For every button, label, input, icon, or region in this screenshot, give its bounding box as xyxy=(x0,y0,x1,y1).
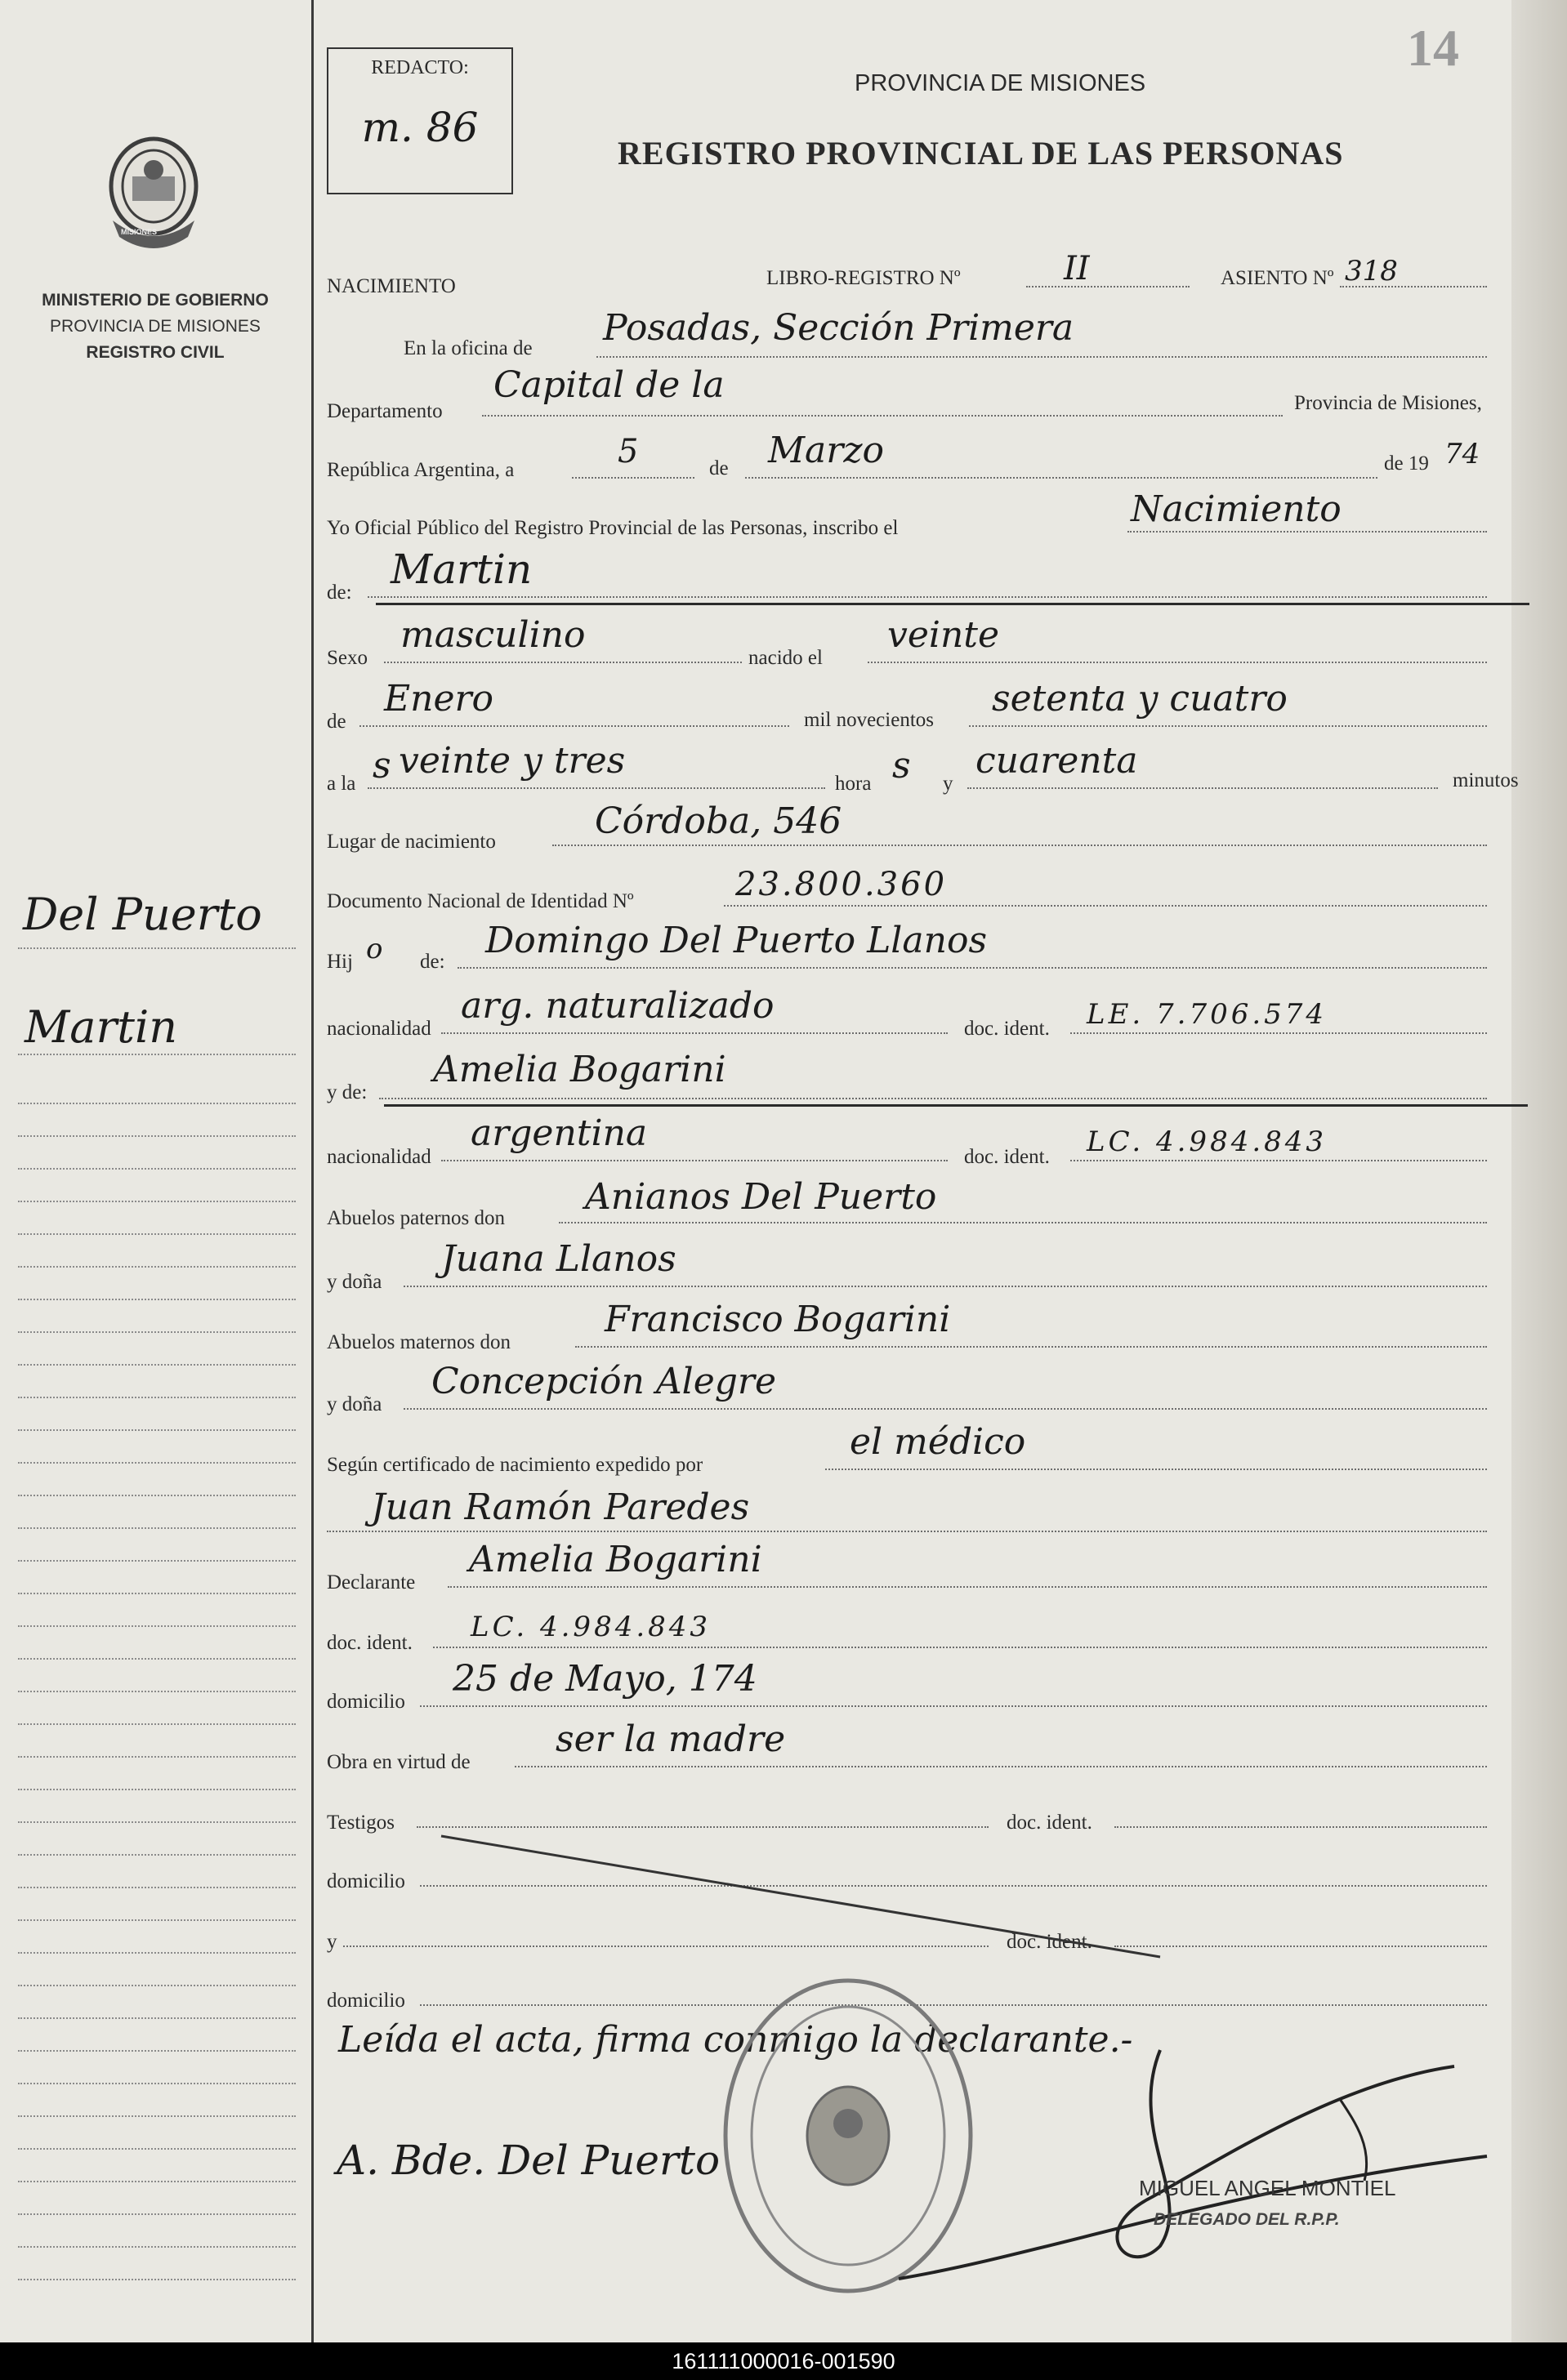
margin-line xyxy=(18,1593,296,1594)
margin-line xyxy=(18,1054,296,1055)
label-de: de xyxy=(709,457,729,479)
strike-through-line xyxy=(433,1826,1168,1965)
label-de-anio: de 19 xyxy=(1384,452,1429,475)
margin-line xyxy=(18,2246,296,2248)
label-segun: Según certificado de nacimiento expedido por xyxy=(327,1454,703,1476)
label-domicilio-testigo-2: domicilio xyxy=(327,1990,405,2012)
margin-line xyxy=(18,1919,296,1921)
declarant-signature: A. Bde. Del Puerto xyxy=(337,2137,721,2184)
redacto-box xyxy=(327,47,513,194)
margin-line xyxy=(18,2148,296,2150)
label-y-de: y de: xyxy=(327,1081,368,1103)
margin-line xyxy=(18,2017,296,2019)
label-oficial: Yo Oficial Público del Registro Provincial de las Personas, inscribo el xyxy=(327,517,899,539)
label-doc-testigo-2: doc. ident. xyxy=(1007,1931,1092,1953)
label-doc-padre: doc. ident. xyxy=(964,1018,1050,1040)
value-anio-nac: setenta y cuatro xyxy=(992,678,1288,720)
margin-line xyxy=(18,2115,296,2117)
name-underline xyxy=(376,603,1529,605)
label-obra: Obra en virtud de xyxy=(327,1751,471,1773)
value-dia: 5 xyxy=(618,433,639,470)
label-provincia: Provincia de Misiones, xyxy=(1294,392,1482,414)
value-padre: Domingo Del Puerto Llanos xyxy=(485,920,988,961)
value-a-la-suffix: s xyxy=(373,745,391,787)
label-nacido-el: nacido el xyxy=(748,647,823,669)
official-role: DELEGADO DEL R.P.P. xyxy=(1154,2210,1340,2229)
margin-line xyxy=(18,1103,296,1104)
margin-line xyxy=(18,1299,296,1300)
label-sexo: Sexo xyxy=(327,647,368,669)
margin-line xyxy=(18,2213,296,2215)
label-abuelos-maternos: Abuelos maternos don xyxy=(327,1331,511,1353)
value-asiento: 318 xyxy=(1345,255,1398,287)
value-horas-suffix: s xyxy=(892,745,911,787)
value-lugar: Córdoba, 546 xyxy=(595,800,842,842)
margin-line xyxy=(18,1397,296,1398)
margin-line xyxy=(18,2181,296,2182)
margin-line xyxy=(18,1135,296,1137)
margin-surname: Del Puerto xyxy=(23,889,262,940)
label-doc-declarante: doc. ident. xyxy=(327,1632,413,1654)
official-name: MIGUEL ANGEL MONTIEL xyxy=(1139,2176,1396,2200)
ministry-block xyxy=(0,287,310,366)
value-madre-nac: argentina xyxy=(471,1112,648,1154)
margin-line xyxy=(18,2279,296,2280)
label-hij: Hij xyxy=(327,951,353,973)
crest-ribbon-label: MISIONES xyxy=(121,228,158,236)
margin-line xyxy=(18,1887,296,1888)
margin-line xyxy=(18,1789,296,1790)
document-barcode: 161111000016-001590 xyxy=(672,2349,895,2373)
margin-line xyxy=(18,1331,296,1333)
value-acto: Nacimiento xyxy=(1131,488,1342,530)
label-lugar: Lugar de nacimiento xyxy=(327,831,496,853)
official-signature xyxy=(882,2034,1503,2303)
label-doc-madre: doc. ident. xyxy=(964,1146,1050,1168)
redacto-value: m. 86 xyxy=(361,104,479,151)
value-medico: Juan Ramón Paredes xyxy=(371,1486,750,1528)
margin-line xyxy=(18,1658,296,1660)
label-minutos: minutos xyxy=(1453,769,1519,791)
label-de-colon: de: xyxy=(327,582,352,604)
label-horas: hora xyxy=(835,773,872,795)
value-libro: II xyxy=(1064,250,1090,287)
margin-line xyxy=(18,1429,296,1431)
margin-line xyxy=(18,1560,296,1562)
label-nacionalidad-madre: nacionalidad xyxy=(327,1146,431,1168)
value-padre-nac: arg. naturalizado xyxy=(461,985,775,1027)
value-abuelo-paterno: Anianos Del Puerto xyxy=(585,1176,937,1218)
value-hij-suffix: o xyxy=(366,933,383,965)
value-dni: 23.800.360 xyxy=(735,866,948,903)
page-number: 14 xyxy=(1407,19,1459,77)
value-obra: ser la madre xyxy=(556,1718,786,1760)
crest-icon xyxy=(96,129,211,260)
label-oficina: En la oficina de xyxy=(404,337,533,359)
label-a-la: a la xyxy=(327,773,356,795)
ministry-line-1: MINISTERIO DE GOBIERNO xyxy=(42,291,269,310)
label-hij-de: de: xyxy=(420,951,445,973)
value-madre: Amelia Bogarini xyxy=(433,1049,726,1090)
value-madre-doc: LC. 4.984.843 xyxy=(1087,1125,1328,1158)
label-asiento: ASIENTO Nº xyxy=(1221,267,1334,289)
label-testigos: Testigos xyxy=(327,1812,395,1834)
margin-line xyxy=(18,1691,296,1692)
margin-line xyxy=(18,1201,296,1202)
margin-line xyxy=(18,1952,296,1954)
margin-line xyxy=(18,947,296,949)
ministry-line-3: REGISTRO CIVIL xyxy=(86,343,225,362)
value-mes-nac: Enero xyxy=(384,678,494,720)
margin-given-name: Martin xyxy=(25,1001,178,1053)
margin-line xyxy=(18,1527,296,1529)
value-abuelo-materno: Francisco Bogarini xyxy=(605,1299,951,1340)
value-departamento: Capital de la xyxy=(493,364,725,406)
value-mes: Marzo xyxy=(768,430,884,471)
margin-line xyxy=(18,1495,296,1496)
value-abuela-materna: Concepción Alegre xyxy=(431,1361,776,1402)
label-abuelos-paternos: Abuelos paternos don xyxy=(327,1207,506,1229)
margin-line xyxy=(18,1168,296,1170)
value-sexo: masculino xyxy=(400,614,586,656)
label-libro: LIBRO-REGISTRO Nº xyxy=(766,267,961,289)
label-domicilio-declarante: domicilio xyxy=(327,1691,405,1713)
value-hora: veinte y tres xyxy=(399,740,626,782)
section-nacimiento: NACIMIENTO xyxy=(327,275,456,297)
label-y-dona-paterna: y doña xyxy=(327,1271,382,1293)
label-dni: Documento Nacional de Identidad Nº xyxy=(327,890,634,912)
value-nombre: Martin xyxy=(391,546,533,593)
label-doc-testigo-1: doc. ident. xyxy=(1007,1812,1092,1834)
margin-line xyxy=(18,1854,296,1856)
margin-rule xyxy=(311,0,314,2342)
margin-line xyxy=(18,1723,296,1725)
mother-underline xyxy=(384,1104,1528,1107)
value-minutos: cuarenta xyxy=(975,740,1138,782)
margin-line xyxy=(18,1462,296,1464)
ministry-line-2: PROVINCIA DE MISIONES xyxy=(50,317,261,336)
value-leida: Leída el acta, firma conmigo la declarante.- xyxy=(338,2019,1133,2061)
registry-title: REGISTRO PROVINCIAL DE LAS PERSONAS xyxy=(618,135,1344,172)
label-republica: República Argentina, a xyxy=(327,459,515,481)
margin-line xyxy=(18,2050,296,2052)
value-padre-doc: LE. 7.706.574 xyxy=(1087,998,1328,1031)
margin-line xyxy=(18,1821,296,1823)
label-declarante: Declarante xyxy=(327,1571,416,1593)
margin-line xyxy=(18,1266,296,1268)
label-mil: mil novecientos xyxy=(804,709,934,731)
value-abuela-paterna: Juana Llanos xyxy=(441,1238,676,1280)
label-domicilio-testigo-1: domicilio xyxy=(327,1870,405,1892)
value-domicilio: 25 de Mayo, 174 xyxy=(453,1658,757,1700)
label-y-testigo: y xyxy=(327,1931,337,1953)
value-declarante: Amelia Bogarini xyxy=(469,1539,762,1580)
label-y: y xyxy=(943,773,953,795)
value-dia-nac: veinte xyxy=(887,614,1000,656)
margin-line xyxy=(18,1756,296,1758)
margin-line xyxy=(18,1985,296,1986)
redacto-label: REDACTO: xyxy=(371,57,469,78)
margin-line xyxy=(18,1233,296,1235)
province-heading: PROVINCIA DE MISIONES xyxy=(855,70,1146,96)
label-de-mes: de xyxy=(327,711,346,733)
value-expedido-por: el médico xyxy=(850,1421,1026,1463)
margin-line xyxy=(18,2083,296,2084)
margin-line xyxy=(18,1625,296,1627)
label-y-dona-materna: y doña xyxy=(327,1393,382,1415)
page-edge xyxy=(1511,0,1567,2342)
label-nacionalidad-padre: nacionalidad xyxy=(327,1018,431,1040)
value-anio: 74 xyxy=(1444,438,1480,470)
label-departamento: Departamento xyxy=(327,400,443,422)
value-declarante-doc: LC. 4.984.843 xyxy=(471,1611,712,1643)
value-oficina: Posadas, Sección Primera xyxy=(603,307,1074,349)
margin-line xyxy=(18,1364,296,1366)
